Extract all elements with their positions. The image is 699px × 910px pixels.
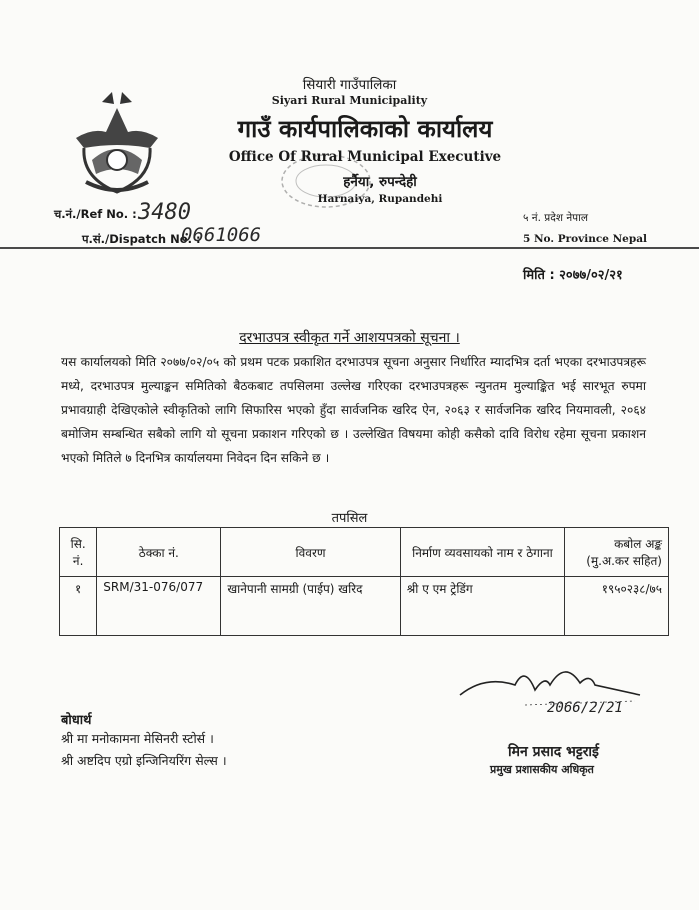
signatory-name: मिन प्रसाद भट्टराई bbox=[508, 744, 599, 760]
office-title-np: गाउँ कार्यपालिकाको कार्यालय bbox=[237, 115, 493, 143]
date-line: मिति : २०७७/०२/२१ bbox=[523, 268, 623, 283]
dispatch-number-label: प.सं./Dispatch No. : bbox=[82, 232, 201, 246]
col-header-description: विवरण bbox=[221, 528, 400, 577]
ref-number-label: च.नं./Ref No. : bbox=[54, 207, 137, 221]
dispatch-number-value: 0661066 bbox=[181, 224, 262, 246]
signature-date: 2066/2/21 bbox=[547, 700, 623, 716]
col-header-contract-no: ठेक्का नं. bbox=[97, 528, 221, 577]
province-np: ५ नं. प्रदेश नेपाल bbox=[523, 212, 588, 224]
cc-item: श्री मा मनोकामना मेसिनरी स्टोर्स । bbox=[61, 731, 214, 746]
signatory-title: प्रमुख प्रशासकीय अधिकृत bbox=[490, 763, 594, 776]
bid-table bbox=[59, 527, 669, 636]
cc-heading: बोधार्थ bbox=[61, 713, 92, 728]
cell-bid-amount: १९५०२३८/७५ bbox=[565, 577, 669, 636]
address-np: हर्नैया, रुपन्देही bbox=[343, 174, 417, 190]
address-en: Harnaiya, Rupandehi bbox=[317, 193, 443, 205]
office-title-en: Office Of Rural Municipal Executive bbox=[228, 149, 502, 165]
col-header-contractor: निर्माण व्यवसायको नाम र ठेगाना bbox=[400, 528, 564, 577]
header-divider bbox=[0, 247, 699, 249]
notice-subject: दरभाउपत्र स्वीकृत गर्ने आशयपत्रको सूचना । bbox=[239, 330, 460, 346]
cc-item: श्री अष्टदिप एग्रो इन्जिनियरिंग सेल्स । bbox=[61, 753, 227, 768]
table-caption: तपसिल bbox=[331, 511, 368, 526]
table-row bbox=[60, 577, 669, 636]
table-header-row bbox=[60, 528, 669, 577]
ref-number-value: 3480 bbox=[138, 200, 191, 225]
municipality-name-np: सियारी गाउँपालिका bbox=[302, 77, 397, 93]
cell-description: खानेपानी सामग्री (पाईप) खरिद bbox=[221, 577, 400, 636]
cell-sn: १ bbox=[60, 577, 97, 636]
municipality-name-en: Siyari Rural Municipality bbox=[271, 94, 428, 107]
col-header-sn: सि. नं. bbox=[60, 528, 97, 577]
cell-contract-no: SRM/31-076/077 bbox=[97, 577, 221, 636]
col-header-bid-amount: कबोल अङ्क (मु.अ.कर सहित) bbox=[565, 528, 669, 577]
notice-body: यस कार्यालयको मिति २०७७/०२/०५ को प्रथम पटक प्रकाशित दरभाउपत्र सूचना अनुसार निर्धारित म्यादभित्र दर्ता भएका दरभाउपत्रहरू मध्ये, दरभाउपत्र मुल्याङ्कन समितिको बैठकबाट तपसिलमा उल्लेख गरिएका दरभाउपत्रहरू न्युनतम मुल्याङ्कित भई सारभूत रुपमा प्रभावग्राही देखिएकोले स्वीकृतिको लागि सिफारिस भएको हुँदा सार्वजनिक खरिद ऐन, २०६३ र सार्वजनिक खरिद नियमावली, २०६४ बमोजिम सम्बन्धित सबैको लागि यो सूचना प्रकाशन गरिएको छ । उल्लेखित विषयमा कोही कसैको दावि विरोध रहेमा सूचना प्रकाशन भएको मितिले ७ दिनभित्र कार्यालयमा निवेदन दिन सकिने छ । bbox=[61, 355, 646, 465]
cell-contractor: श्री ए एम ट्रेडिंग bbox=[400, 577, 564, 636]
province-en: 5 No. Province Nepal bbox=[523, 233, 647, 245]
